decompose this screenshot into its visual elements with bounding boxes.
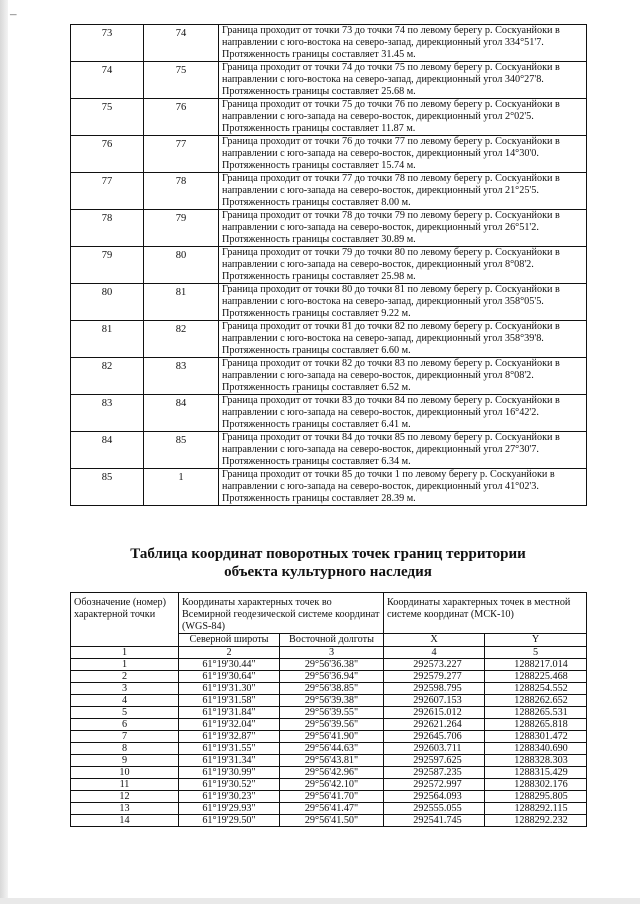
from-point: 77 <box>71 173 144 210</box>
boundary-row <box>71 136 587 173</box>
x-coordinate: 292541.745 <box>384 815 485 827</box>
point-number: 8 <box>71 743 179 755</box>
from-point: 80 <box>71 284 144 321</box>
latitude: 61°19'30.23" <box>179 791 280 803</box>
description-line: Протяженность границы составляет 11.87 м. <box>222 123 416 134</box>
boundary-description-table <box>70 24 587 506</box>
longitude: 29°56'41.50" <box>280 815 384 827</box>
from-point: 82 <box>71 358 144 395</box>
description-line: Протяженность границы составляет 9.22 м. <box>222 308 411 319</box>
longitude: 29°56'41.70" <box>280 791 384 803</box>
y-coordinate: 1288262.652 <box>485 695 587 707</box>
boundary-row <box>71 469 587 506</box>
description-line: Протяженность границы составляет 31.45 м. <box>222 49 416 60</box>
boundary-description <box>219 469 587 506</box>
latitude: 61°19'31.84" <box>179 707 280 719</box>
coords-row <box>71 659 587 671</box>
description-line: Граница проходит от точки 78 до точки 79 по левому берегу р. Соскуанйоки в <box>222 210 560 221</box>
longitude: 29°56'39.56" <box>280 719 384 731</box>
coords-row <box>71 671 587 683</box>
coords-row <box>71 803 587 815</box>
description-line: Граница проходит от точки 82 до точки 83 по левому берегу р. Соскуанйоки в <box>222 358 560 369</box>
y-coordinate: 1288340.690 <box>485 743 587 755</box>
boundary-row <box>71 321 587 358</box>
point-number: 4 <box>71 695 179 707</box>
x-coordinate: 292579.277 <box>384 671 485 683</box>
coords-row <box>71 755 587 767</box>
y-coordinate: 1288265.818 <box>485 719 587 731</box>
column-number: 1 <box>71 647 179 659</box>
from-point: 76 <box>71 136 144 173</box>
to-point: 85 <box>144 432 219 469</box>
header-designation: Обозначение (номер) характерной точки <box>71 593 179 647</box>
boundary-row <box>71 210 587 247</box>
latitude: 61°19'30.52" <box>179 779 280 791</box>
x-coordinate: 292603.711 <box>384 743 485 755</box>
y-coordinate: 1288265.531 <box>485 707 587 719</box>
description-line: Граница проходит от точки 83 до точки 84 по левому берегу р. Соскуанйоки в <box>222 395 560 406</box>
description-line: направлении с юго-востока на северо-запад, дирекционный угол 334°51'7. <box>222 37 544 48</box>
description-line: направлении с юго-запада на северо-восток, дирекционный угол 8°08'2. <box>222 259 534 270</box>
boundary-row <box>71 99 587 136</box>
longitude: 29°56'36.38" <box>280 659 384 671</box>
description-line: направлении с юго-запада на северо-восток, дирекционный угол 8°08'2. <box>222 370 534 381</box>
longitude: 29°56'44.63" <box>280 743 384 755</box>
latitude: 61°19'30.44" <box>179 659 280 671</box>
point-number: 7 <box>71 731 179 743</box>
from-point: 83 <box>71 395 144 432</box>
latitude: 61°19'31.30" <box>179 683 280 695</box>
boundary-row <box>71 25 587 62</box>
scan-page-edge <box>0 0 8 904</box>
description-line: Граница проходит от точки 73 до точки 74 по левому берегу р. Соскуанйоки в <box>222 25 560 36</box>
from-point: 73 <box>71 25 144 62</box>
description-line: Протяженность границы составляет 28.39 м. <box>222 493 416 504</box>
coords-row <box>71 767 587 779</box>
x-coordinate: 292645.706 <box>384 731 485 743</box>
boundary-row <box>71 247 587 284</box>
description-line: Граница проходит от точки 75 до точки 76 по левому берегу р. Соскуанйоки в <box>222 99 560 110</box>
coords-row <box>71 815 587 827</box>
description-line: направлении с юго-запада на северо-восток, дирекционный угол 2°02'5. <box>222 111 534 122</box>
from-point: 75 <box>71 99 144 136</box>
coords-row <box>71 791 587 803</box>
header-north-latitude: Северной широты <box>179 634 280 647</box>
description-line: Протяженность границы составляет 30.89 м. <box>222 234 416 245</box>
from-point: 78 <box>71 210 144 247</box>
coords-row <box>71 779 587 791</box>
to-point: 76 <box>144 99 219 136</box>
y-coordinate: 1288302.176 <box>485 779 587 791</box>
heading-line-2: объекта культурного наследия <box>224 564 432 580</box>
from-point: 85 <box>71 469 144 506</box>
to-point: 75 <box>144 62 219 99</box>
boundary-description <box>219 25 587 62</box>
coords-row <box>71 719 587 731</box>
x-coordinate: 292573.227 <box>384 659 485 671</box>
coords-header-row-1 <box>71 593 587 634</box>
scan-bottom-edge <box>0 898 640 904</box>
longitude: 29°56'39.55" <box>280 707 384 719</box>
y-coordinate: 1288225.468 <box>485 671 587 683</box>
header-x: X <box>384 634 485 647</box>
description-line: направлении с юго-запада на северо-восток, дирекционный угол 41°02'3. <box>222 481 539 492</box>
description-line: направлении с юго-запада на северо-восток, дирекционный угол 27°30'7. <box>222 444 539 455</box>
y-coordinate: 1288295.805 <box>485 791 587 803</box>
latitude: 61°19'32.04" <box>179 719 280 731</box>
point-number: 1 <box>71 659 179 671</box>
description-line: направлении с юго-запада на северо-восток, дирекционный угол 14°30'0. <box>222 148 539 159</box>
boundary-row <box>71 432 587 469</box>
boundary-description <box>219 136 587 173</box>
y-coordinate: 1288315.429 <box>485 767 587 779</box>
description-line: Граница проходит от точки 74 до точки 75 по левому берегу р. Соскуанйоки в <box>222 62 560 73</box>
boundary-description <box>219 99 587 136</box>
boundary-description <box>219 284 587 321</box>
longitude: 29°56'42.10" <box>280 779 384 791</box>
y-coordinate: 1288254.552 <box>485 683 587 695</box>
latitude: 61°19'30.64" <box>179 671 280 683</box>
boundary-description <box>219 62 587 99</box>
x-coordinate: 292572.997 <box>384 779 485 791</box>
description-line: Граница проходит от точки 79 до точки 80 по левому берегу р. Соскуанйоки в <box>222 247 560 258</box>
boundary-description <box>219 173 587 210</box>
y-coordinate: 1288292.232 <box>485 815 587 827</box>
point-number: 3 <box>71 683 179 695</box>
description-line: Граница проходит от точки 80 до точки 81 по левому берегу р. Соскуанйоки в <box>222 284 560 295</box>
to-point: 80 <box>144 247 219 284</box>
x-coordinate: 292587.235 <box>384 767 485 779</box>
y-coordinate: 1288301.472 <box>485 731 587 743</box>
to-point: 84 <box>144 395 219 432</box>
to-point: 81 <box>144 284 219 321</box>
to-point: 1 <box>144 469 219 506</box>
description-line: Протяженность границы составляет 6.52 м. <box>222 382 411 393</box>
x-coordinate: 292564.093 <box>384 791 485 803</box>
header-msk10: Координаты характерных точек в местной системе координат (МСК-10) <box>384 593 587 634</box>
longitude: 29°56'41.90" <box>280 731 384 743</box>
coordinates-table-heading <box>70 545 586 581</box>
to-point: 82 <box>144 321 219 358</box>
longitude: 29°56'39.38" <box>280 695 384 707</box>
from-point: 81 <box>71 321 144 358</box>
description-line: направлении с юго-востока на северо-запад, дирекционный угол 340°27'8. <box>222 74 544 85</box>
description-line: Протяженность границы составляет 25.98 м. <box>222 271 416 282</box>
point-number: 11 <box>71 779 179 791</box>
header-y: Y <box>485 634 587 647</box>
description-line: Граница проходит от точки 77 до точки 78 по левому берегу р. Соскуанйоки в <box>222 173 560 184</box>
coords-row <box>71 683 587 695</box>
description-line: Протяженность границы составляет 6.34 м. <box>222 456 411 467</box>
description-line: Граница проходит от точки 84 до точки 85 по левому берегу р. Соскуанйоки в <box>222 432 560 443</box>
x-coordinate: 292555.055 <box>384 803 485 815</box>
description-line: направлении с юго-востока на северо-запад, дирекционный угол 358°05'5. <box>222 296 544 307</box>
x-coordinate: 292607.153 <box>384 695 485 707</box>
boundary-row <box>71 62 587 99</box>
point-number: 12 <box>71 791 179 803</box>
coords-column-number-row <box>71 647 587 659</box>
latitude: 61°19'30.99" <box>179 767 280 779</box>
longitude: 29°56'41.47" <box>280 803 384 815</box>
latitude: 61°19'29.50" <box>179 815 280 827</box>
longitude: 29°56'43.81" <box>280 755 384 767</box>
column-number: 2 <box>179 647 280 659</box>
column-number: 4 <box>384 647 485 659</box>
latitude: 61°19'31.34" <box>179 755 280 767</box>
boundary-row <box>71 395 587 432</box>
point-number: 5 <box>71 707 179 719</box>
header-wgs84: Координаты характерных точек во Всемирной геодезической системе координат (WGS-84) <box>179 593 384 634</box>
column-number: 3 <box>280 647 384 659</box>
boundary-description <box>219 395 587 432</box>
point-number: 6 <box>71 719 179 731</box>
to-point: 79 <box>144 210 219 247</box>
coords-row <box>71 695 587 707</box>
heading-line-1: Таблица координат поворотных точек границ территории <box>130 546 526 562</box>
latitude: 61°19'31.55" <box>179 743 280 755</box>
boundary-row <box>71 173 587 210</box>
boundary-row <box>71 358 587 395</box>
description-line: Граница проходит от точки 81 до точки 82 по левому берегу р. Соскуанйоки в <box>222 321 560 332</box>
to-point: 78 <box>144 173 219 210</box>
x-coordinate: 292615.012 <box>384 707 485 719</box>
x-coordinate: 292621.264 <box>384 719 485 731</box>
coordinates-table <box>70 592 587 827</box>
description-line: Протяженность границы составляет 6.41 м. <box>222 419 411 430</box>
description-line: Протяженность границы составляет 6.60 м. <box>222 345 411 356</box>
from-point: 74 <box>71 62 144 99</box>
description-line: направлении с юго-востока на северо-запад, дирекционный угол 358°39'8. <box>222 333 544 344</box>
boundary-row <box>71 284 587 321</box>
longitude: 29°56'38.85" <box>280 683 384 695</box>
description-line: направлении с юго-запада на северо-восток, дирекционный угол 21°25'5. <box>222 185 539 196</box>
description-line: направлении с юго-запада на северо-восток, дирекционный угол 26°51'2. <box>222 222 539 233</box>
point-number: 9 <box>71 755 179 767</box>
x-coordinate: 292597.625 <box>384 755 485 767</box>
description-line: Граница проходит от точки 76 до точки 77 по левому берегу р. Соскуанйоки в <box>222 136 560 147</box>
longitude: 29°56'36.94" <box>280 671 384 683</box>
header-east-longitude: Восточной долготы <box>280 634 384 647</box>
latitude: 61°19'31.58" <box>179 695 280 707</box>
to-point: 74 <box>144 25 219 62</box>
point-number: 10 <box>71 767 179 779</box>
latitude: 61°19'29.93" <box>179 803 280 815</box>
longitude: 29°56'42.96" <box>280 767 384 779</box>
page-mark: – <box>10 6 17 21</box>
from-point: 84 <box>71 432 144 469</box>
column-number: 5 <box>485 647 587 659</box>
latitude: 61°19'32.87" <box>179 731 280 743</box>
boundary-description <box>219 247 587 284</box>
x-coordinate: 292598.795 <box>384 683 485 695</box>
y-coordinate: 1288328.303 <box>485 755 587 767</box>
boundary-description <box>219 432 587 469</box>
point-number: 14 <box>71 815 179 827</box>
to-point: 83 <box>144 358 219 395</box>
coords-row <box>71 731 587 743</box>
description-line: Протяженность границы составляет 25.68 м. <box>222 86 416 97</box>
point-number: 13 <box>71 803 179 815</box>
description-line: Граница проходит от точки 85 до точки 1 по левому берегу р. Соскуанйоки в <box>222 469 555 480</box>
description-line: Протяженность границы составляет 8.00 м. <box>222 197 411 208</box>
to-point: 77 <box>144 136 219 173</box>
y-coordinate: 1288292.115 <box>485 803 587 815</box>
boundary-description <box>219 321 587 358</box>
from-point: 79 <box>71 247 144 284</box>
point-number: 2 <box>71 671 179 683</box>
boundary-description <box>219 358 587 395</box>
description-line: направлении с юго-запада на северо-восток, дирекционный угол 16°42'2. <box>222 407 539 418</box>
y-coordinate: 1288217.014 <box>485 659 587 671</box>
coords-row <box>71 707 587 719</box>
coords-row <box>71 743 587 755</box>
description-line: Протяженность границы составляет 15.74 м. <box>222 160 416 171</box>
boundary-description <box>219 210 587 247</box>
